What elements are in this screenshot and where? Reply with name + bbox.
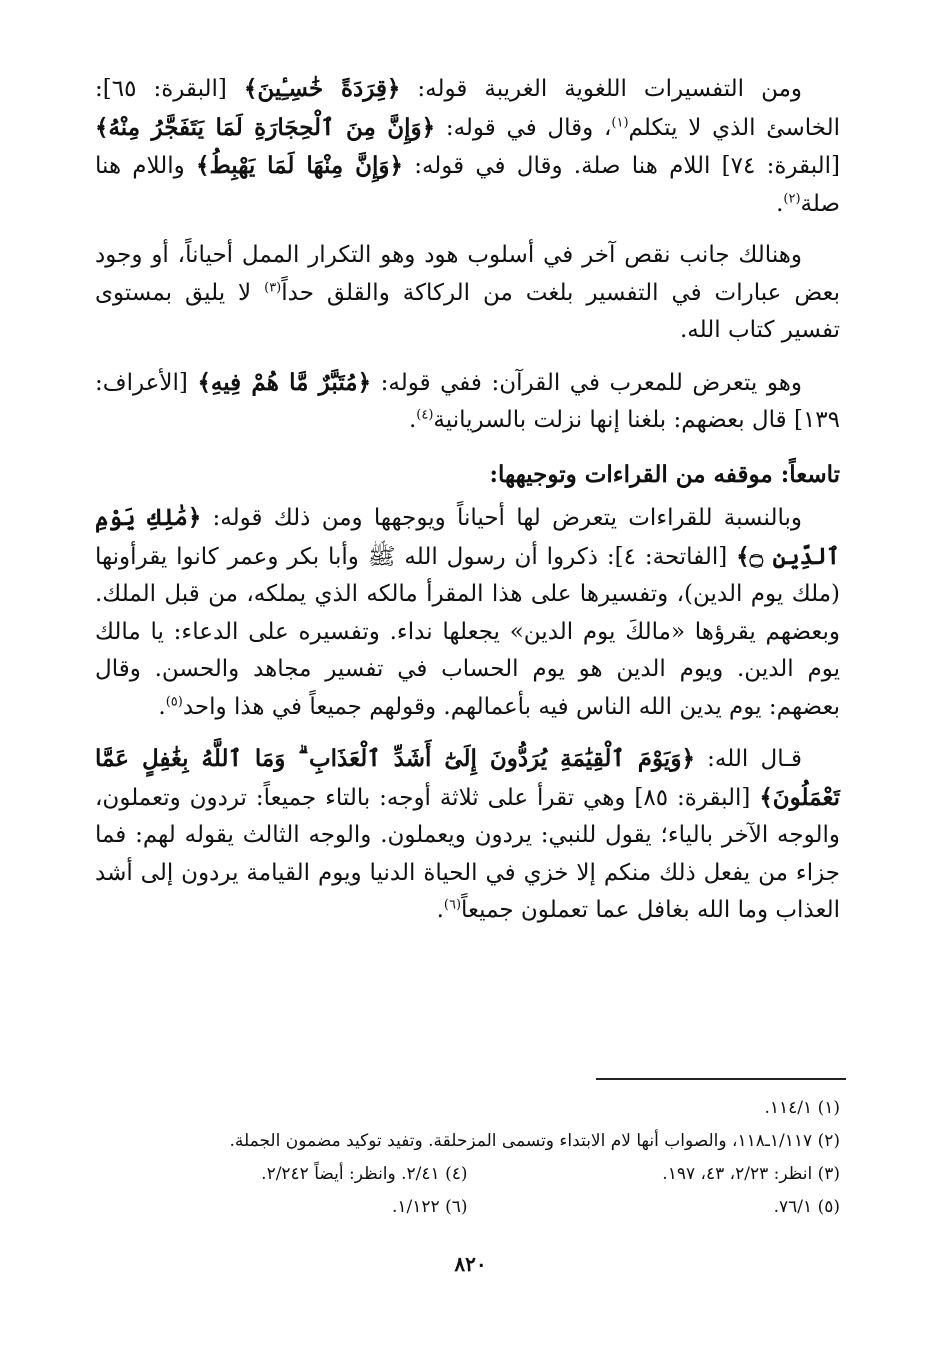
text: وهو يتعرض للمعرب في القرآن: ففي قوله: — [371, 369, 803, 396]
text: . — [436, 897, 444, 923]
text: [البقرة: ٦٥]: الخاسئ الذي لا يتكلم — [95, 76, 840, 141]
quran-quote: ﴿وَإِنَّ مِنْهَا لَمَا يَهْبِطُ﴾ — [195, 152, 403, 179]
text: وهنالك جانب نقص آخر في أسلوب هود وهو التكرار الممل أحياناً، أو وجود بعض عبارات في التفسير بلغت من الركاكة والقلق حداً — [95, 242, 840, 306]
footnote-ref[interactable]: (١) — [611, 114, 629, 130]
paragraph-1 — [95, 70, 840, 223]
footnote-ref[interactable]: (٢) — [783, 190, 801, 206]
footnote-2: (٢) ١/١١٧ـ١١٨، والصواب أنها لام الابتداء وتسمى المزحلقة. وتفيد توكيد مضمون الجملة. — [229, 1131, 840, 1151]
quran-quote: ﴿وَيَوْمَ ٱلْقِيَٰمَةِ يُرَدُّونَ إِلَىٰٓ أَشَدِّ ٱلْعَذَابِ ۗ وَمَا ٱللَّهُ بِغَٰفِلٍ عَمَّا تَعْمَلُونَ﴾ — [95, 745, 840, 811]
text: لا يليق بمستوى تفسير كتاب الله. — [95, 279, 840, 343]
footnotes — [95, 1092, 840, 1224]
footnote-ref[interactable]: (٦) — [443, 897, 462, 913]
text: [الفاتحة: ٤]: ذكروا أن رسول الله ﷺ وأبا بكر وعمر كانوا يقرأونها (ملك يوم الدين)، وتفسيرها على هذا المقرأ مالكه الذي يملكه، من قبل الملك. وبعضهم يقرؤها «مالكَ يوم الدين» يجعلها نداء. وتفسيره على الدعاء: يا مالك يوم الدين. ويوم الدين هو يوم الحساب في تفسير مجاهد والحسن. وقال بعضهم: يوم يدين الله الناس فيه بأعمالهم. وقولهم جميعاً في هذا واحد — [95, 543, 840, 720]
text: . — [158, 693, 166, 720]
quran-quote: ﴿مَٰلِكِ يَوْمِ ٱلدِّينِ ۝﴾ — [95, 504, 841, 570]
footnote-6: (٦) ١/١٢٢. — [392, 1197, 468, 1217]
footnote-ref[interactable]: (٤) — [416, 407, 434, 423]
text: . — [408, 407, 417, 433]
paragraph-5 — [95, 740, 840, 930]
footnote-5: (٥) ٧٦/١. — [773, 1197, 840, 1217]
paragraph-2 — [95, 237, 840, 350]
text: واللام هنا صلة — [95, 153, 840, 217]
paragraph-4 — [95, 499, 840, 726]
quran-quote: ﴿وَإِنَّ مِنَ ٱلْحِجَارَةِ لَمَا يَتَفَجَّرُ مِنْهُ﴾ — [95, 113, 436, 141]
text: ومن التفسيرات اللغوية الغريبة قوله: — [400, 76, 802, 102]
footnote-3: (٣) انظر: ٢/٢٣، ٤٣، ١٩٧. — [662, 1164, 840, 1184]
footnote-4: (٤) ٢/٤١. وانظر: أيضاً ٢/٢٤٢. — [261, 1164, 468, 1184]
footnote-row — [95, 1191, 840, 1224]
quran-quote: ﴿مُتَبَّرٌ مَّا هُمْ فِيهِ﴾ — [197, 368, 372, 396]
footnote-1: (١) ١١٤/١. — [764, 1098, 840, 1118]
footnote-ref[interactable]: (٣) — [264, 279, 282, 295]
text: [الأعراف: ١٣٩] قال بعضهم: بلغنا إنها نزلت بالسريانية — [95, 369, 840, 433]
page-body — [95, 70, 840, 930]
text: وبالنسبة للقراءات يتعرض لها أحياناً ويوجهها ومن ذلك قوله: — [201, 505, 802, 531]
text: [البقرة: ٧٤] اللام هنا صلة. وقال في قوله: — [403, 153, 841, 179]
footnote-divider — [596, 1078, 846, 1080]
quran-quote: ﴿قِرَدَةً خَٰسِـِٔينَ﴾ — [243, 75, 401, 102]
section-heading: تاسعاً: موقفه من القراءات وتوجيهها: — [489, 460, 840, 488]
footnote-ref[interactable]: (٥) — [165, 693, 183, 709]
text: . — [776, 190, 784, 217]
text: قـال الله: — [694, 746, 802, 772]
footnote-row — [95, 1158, 840, 1191]
text: [البقرة: ٨٥] وهي تقرأ على ثلاثة أوجه: بالتاء جميعاً: تردون وتعملون، والوجه الآخر بالياء؛ يقول للنبي: يردون ويعملون. والوجه الثالث يقوله لهم: فما جزاء من يفعل ذلك منكم إلا خزي في الحياة الدنيا ويوم القيامة يردون إلى أشد العذاب وما الله بغافل عما تعملون جميعاً — [95, 784, 840, 923]
text: ، وقال في قوله: — [435, 114, 612, 141]
page-number: ٨٢٠ — [454, 1252, 487, 1276]
paragraph-3 — [95, 364, 840, 440]
